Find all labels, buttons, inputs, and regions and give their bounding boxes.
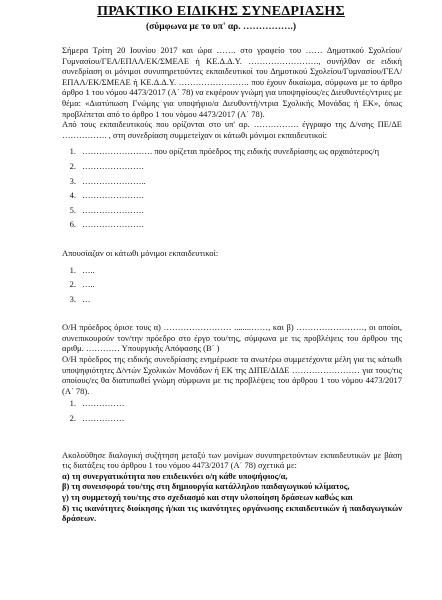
list-item: 4. ………………….	[69, 190, 144, 201]
list-item: 1. ……………………. που ορίζεται πρόεδρος της ειδικής συνεδρίασης ως αρχαιότερος/η	[69, 146, 380, 157]
list-item: 2. …..	[69, 279, 95, 290]
list-item: 5. ………………….	[69, 204, 144, 215]
list-item: 2. ……………	[69, 413, 125, 424]
criterion-d: δ) τις ικανότητες διοίκησης ή/και τις ικανότητες οργάνωσης εκπαιδευτικών ή παιδαγωγικών δράσεων.	[62, 502, 402, 524]
intro-paragraph: Σήμερα Τρίτη 20 Ιουνίου 2017 και ώρα ……. στο γραφείο του …… Δημοτικού Σχολείου/Γυμνασίου/ΓΕΛ/ΕΠΑΛ/ΕΚ/ΣΜΕΑΕ ή ΚΕ.Δ.Δ.Υ. ……………………., συνήλθαν σε ειδική συνεδρίαση οι μόνιμοι συνυπηρετούντες εκπαιδευτικοί του Δημοτικού Σχολείου/Γυμνασίου/ΓΕΛ/ΕΠΑΛ/ΕΚ/ΣΜΕΑΕ ή ΚΕ.Δ.Δ.Υ. ……………………. που έχουν δικαίωμα, σύμφωνα με το άρθρο άρθρο 1 του νόμου 4473/2017 (Α΄ 78) να εκφέρουν γνώμη για υποψηφίους/ες Διευθυντές/ντριες με θέμα: «Διατύπωση Γνώμης για υποψήφιο/α Διευθυντή/ντρια Σχολικής Μονάδας ή ΕΚ», όπως προβλέπεται από το άρθρο 1 του νόμου 4473/2017 (Α΄ 78).	[62, 45, 402, 119]
criterion-b: β) τη συνεισφορά του/της στη δημιουργία κατάλληλου παιδαγωγικού κλίματος,	[62, 481, 350, 492]
absent-members-list	[62, 265, 402, 305]
document-title: ΠΡΑΚΤΙΚΟ ΕΙΔΙΚΗΣ ΣΥΝΕΔΡΙΑΣΗΣ	[97, 4, 345, 19]
list-item: 2. ………………….	[69, 160, 144, 171]
criteria-list	[62, 471, 402, 524]
criterion-a: α) τη συνεργατικότητα που επιδεικνύει ο/η κάθε υποψήφιος/α,	[62, 470, 288, 481]
absent-heading: Απουσίαζαν οι κάτωθι μόνιμοι εκπαιδευτικοί:	[62, 247, 219, 258]
list-item: 6. ………………….	[69, 219, 144, 230]
list-item: 3. …………………..	[69, 175, 146, 186]
criterion-c: γ) τη συμμετοχή του/της στο σχεδιασμό και στην υλοποίηση δράσεων καθώς και	[62, 492, 353, 502]
list-item: 3. …	[69, 293, 91, 304]
candidates-list	[62, 398, 402, 423]
present-members-list	[62, 146, 402, 230]
list-item: 1. …..	[69, 264, 95, 275]
discussion-paragraph: Ακολούθησε διαλογική συζήτηση μεταξύ των μονίμων συνυπηρετούντων εκπαιδευτικών με βάση τις διατάξεις του άρθρου 1 του νόμου 4473/2017 (Α΄ 78) σχετικά με:	[62, 449, 402, 471]
president-assistants-paragraph: Ο/Η πρόεδρος όρισε τους α) …………………… ........……, και β) ……………………, οι οποίοι, συνεπικουρούν τον/την πρόεδρο στο έργο του/της, σύμφωνα με τις προβλέψεις του άρθρου της αριθμ. ………… Υπουργικής Απόφασης (Β΄ )	[62, 322, 402, 354]
document-body	[62, 45, 402, 524]
list-item: 1. ……………	[69, 398, 125, 409]
document-subtitle: (σύμφωνα με το υπ' αρ. …………….)	[145, 22, 297, 32]
candidates-paragraph: Ο/Η πρόεδρος της ειδικής συνεδρίασης ενημέρωσε τα ανωτέρω συμμετέχοντα μέλη για τις κάτωθι υποψηφιότητες Δ/ντών Σχολικών Μονάδων ή ΕΚ της ΔΙΠΕ/ΔΙΔΕ …………………… για τους/τις οποίους/ες θα διατυπωθεί γνώμη σύμφωνα με τις προβλέψεις του άρθρου 1 του νόμου 4473/2017 (Α΄ 78).	[62, 354, 402, 396]
participants-paragraph: Από τους εκπαιδευτικούς που ορίζονται στο υπ' αρ. ……………. έγγραφο της Δ/νσης ΠΕ/ΔΕ ……………. , στη συνεδρίαση συμμετείχαν οι κάτωθι μόνιμοι εκπαιδευτικοί:	[62, 119, 402, 140]
